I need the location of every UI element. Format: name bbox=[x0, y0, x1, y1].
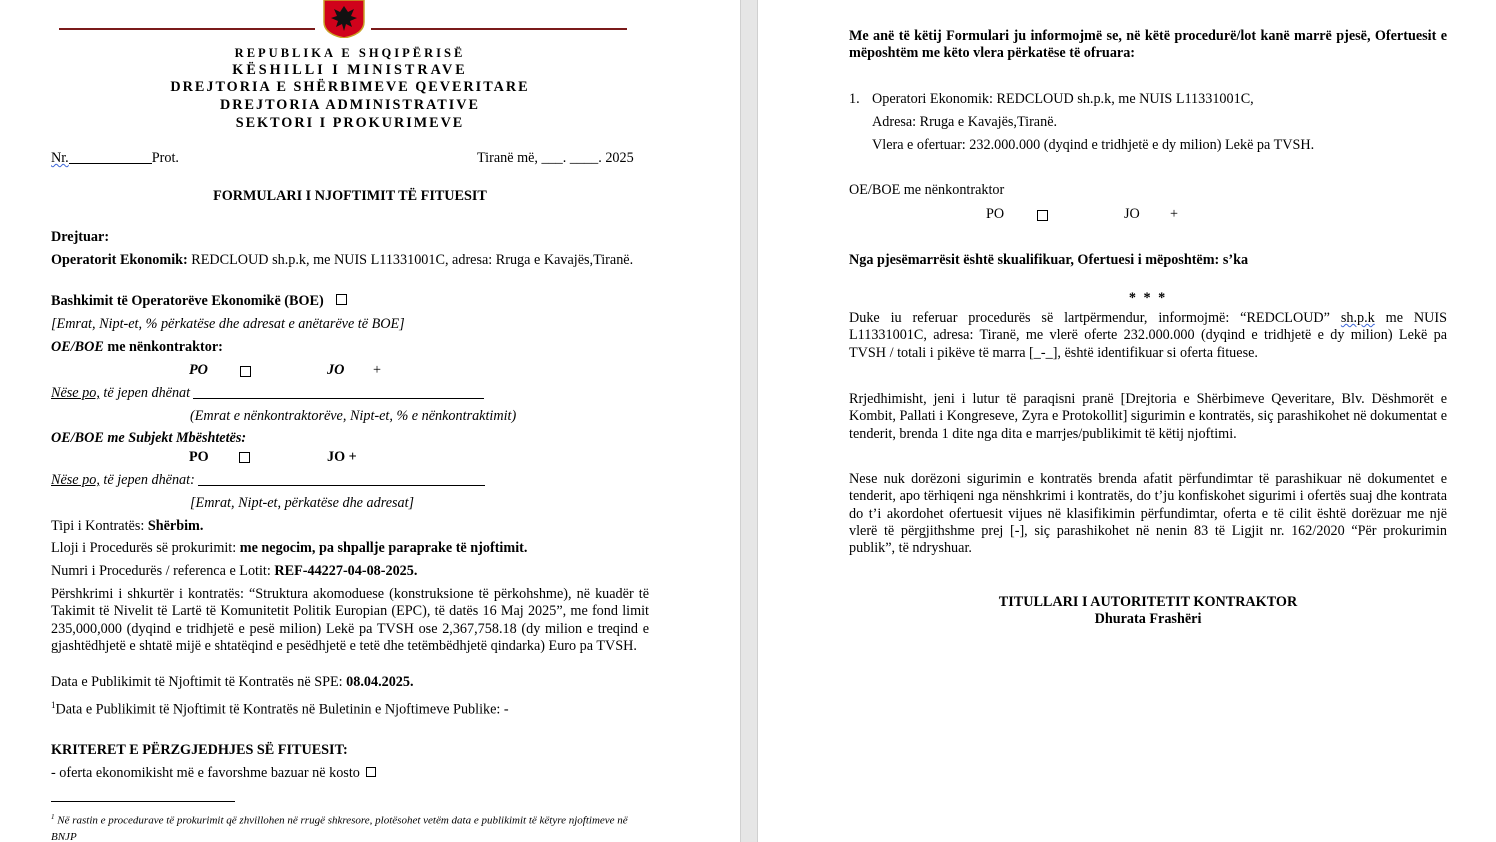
header-drejtoria-sherbimeve: DREJTORIA E SHËRBIMEVE QEVERITARE bbox=[170, 79, 530, 95]
header-rule-left bbox=[59, 28, 315, 30]
emrat-subjekt: [Emrat, Nipt-et, përkatëse dhe adresat] bbox=[190, 495, 415, 511]
subjekt-label: OE/BOE me Subjekt Mbështetës: bbox=[51, 430, 247, 446]
bashkimit-label: Bashkimit të Operatorëve Ekonomikë (BOE) bbox=[51, 293, 324, 309]
jo-label: JO bbox=[327, 362, 345, 378]
data-spe-value: 08.04.2025. bbox=[346, 674, 414, 690]
header-rule-right bbox=[371, 28, 627, 30]
tipi-value: Shërbim. bbox=[147, 518, 204, 534]
duke-text-a: Duke iu referuar procedurës së lartpërmendur, informojmë: “REDCLOUD” bbox=[849, 310, 1341, 326]
nr-blank bbox=[69, 150, 152, 164]
emrat-nenkontraktor: (Emrat e nënkontraktorëve, Nipt-et, % e nënkontraktimit) bbox=[190, 408, 517, 424]
tipi-label: Tipi i Kontratës: bbox=[51, 518, 148, 534]
lloji-label: Lloji i Procedurës së prokurimit: bbox=[51, 540, 240, 556]
oe-boe-text: OE/BOE bbox=[51, 339, 104, 355]
po2-checkbox[interactable] bbox=[239, 452, 250, 463]
emrat-boe: [Emrat, Nipt-et, % përkatëse dhe adresat e anëtarëve të BOE] bbox=[51, 316, 405, 332]
data-spe-label: Data e Publikimit të Njoftimit të Kontratës në SPE: bbox=[51, 674, 347, 690]
document-page-left bbox=[0, 0, 740, 842]
footnote-text: Në rastin e procedurave të prokurimit që zhvillohen në rrugë shkresore, plotësohet vetëm data e publikimit të këtyre njoftimeve në BNJP bbox=[51, 814, 628, 842]
right-po-label: PO bbox=[986, 206, 1005, 222]
tipi-row bbox=[51, 518, 203, 535]
header-republika: REPUBLIKA E SHQIPËRISË bbox=[234, 46, 466, 60]
prot-label: Prot. bbox=[151, 150, 179, 166]
data-buletin-row bbox=[51, 697, 509, 719]
oe-boe-nenkontraktor: OE/BOE me nënkontraktor bbox=[849, 182, 1005, 198]
boe-checkbox[interactable] bbox=[336, 294, 347, 305]
operatorit-paragraph bbox=[51, 252, 649, 269]
item-number: 1. bbox=[849, 91, 860, 107]
coat-of-arms-icon bbox=[321, 0, 367, 38]
te-jepen2-text: të jepen dhënat: bbox=[99, 472, 195, 488]
drejtuar-label: Drejtuar: bbox=[51, 229, 110, 245]
footnote-separator bbox=[51, 801, 235, 802]
duke-paragraph bbox=[849, 310, 1447, 362]
nese-po-text: Nëse po, bbox=[51, 385, 100, 401]
numri-row bbox=[51, 563, 417, 580]
oferta-ekon-row bbox=[51, 765, 376, 782]
header-sektori: SEKTORI I PROKURIMEVE bbox=[235, 115, 465, 131]
po-checkbox[interactable] bbox=[240, 366, 251, 377]
nenkontraktor-blank[interactable] bbox=[193, 385, 484, 399]
kosto-checkbox[interactable] bbox=[366, 767, 376, 777]
footnote-number: 1 bbox=[51, 813, 55, 821]
right-po-checkbox[interactable] bbox=[1037, 210, 1048, 221]
nese-paragraph: Nese nuk dorëzoni sigurimin e kontratës brenda afatit përfundimtar të parashikuar në dokumentet e tenderit, apo tërhiqeni nga nënshkrimi i kontratës, do t’ju konfiskohet sigurimi i ofertës suaj dhe kontrata do t’i akordohet ofertuesit vijues në klasifikimin përfundimtar, oferta e të cilit është dorëzuar me një vlerë të përgjithshme prej [-], siç parashikohet në nenin 83 të Ligjit nr. 162/2020 “Për prokurimin publik”, të ndryshuar. bbox=[849, 471, 1447, 557]
jo2-label: JO + bbox=[327, 449, 357, 465]
lloji-value: me negocim, pa shpallje paraprake të njoftimit. bbox=[239, 540, 528, 556]
po-label: PO bbox=[189, 362, 208, 378]
page-gutter bbox=[740, 0, 758, 842]
right-jo-plus: + bbox=[1170, 206, 1179, 222]
footnote-reference[interactable]: 1 bbox=[51, 700, 56, 710]
kriteret-heading: KRITERET E PËRZGJEDHJES SË FITUESIT: bbox=[51, 742, 348, 758]
operatorit-value: REDCLOUD sh.p.k, me NUIS L11331001C, adresa: Rruga e Kavajës,Tiranë. bbox=[187, 252, 634, 268]
oferta-ekon-text: - oferta ekonomikisht më e favorshme bazuar në kosto bbox=[51, 765, 360, 781]
subjekt-blank[interactable] bbox=[198, 472, 485, 486]
te-jepen-text: të jepen dhënat bbox=[99, 385, 191, 401]
titullari-heading: TITULLARI I AUTORITETIT KONTRAKTOR bbox=[998, 594, 1298, 610]
duke-shpk: sh.p.k bbox=[1340, 310, 1375, 326]
intro-paragraph: Me anë të këtij Formulari ju informojmë se, në këtë procedurë/lot kanë marrë pjesë, Ofertuesit e mëposhtëm me këto vlera përkatëse të ofruara: bbox=[849, 28, 1447, 62]
data-spe-row bbox=[51, 674, 414, 691]
lloji-row bbox=[51, 540, 527, 557]
numri-value: REF-44227-04-08-2025. bbox=[274, 563, 418, 579]
jo-plus: + bbox=[373, 362, 382, 378]
right-jo-label: JO bbox=[1124, 206, 1140, 222]
duke-text-b: me NUIS L11331001C, adresa: Tiranë, me vlerë oferte 232.000.000 (dyqind e tridhjetë e dy milion) Lekë pa TVSH / totali i pikëve të marra [_-_], është identifikuar si oferta fituese. bbox=[849, 310, 1447, 361]
ref-number bbox=[51, 150, 179, 167]
document-page-right bbox=[758, 0, 1496, 842]
rrjedhimisht-paragraph: Rrjedhimisht, jeni i lutur të paraqisni pranë [Drejtoria e Shërbimeve Qeveritare, Blv. Dëshmorët e Kombit, Pallati i Kongreseve, Zyra e Protokollit] sigurimin e kontratës, siç parashikohet në dokumentat e tenderit, brenda 1 dite nga dita e marrjes/publikimit të këtij njoftimi. bbox=[849, 391, 1447, 442]
bashkimit-row bbox=[51, 293, 347, 310]
nr-label: Nr. bbox=[51, 150, 69, 166]
nese-po2-row bbox=[51, 472, 485, 489]
item-vlera: Vlera e ofertuar: 232.000.000 (dyqind e tridhjetë e dy milion) Lekë pa TVSH. bbox=[872, 137, 1315, 153]
form-title: FORMULARI I NJOFTIMIT TË FITUESIT bbox=[213, 188, 487, 204]
nese-po2-text: Nëse po, bbox=[51, 472, 100, 488]
item-operator: Operatori Ekonomik: REDCLOUD sh.p.k, me NUIS L11331001C, bbox=[872, 91, 1254, 107]
separator-stars: * * * bbox=[1128, 290, 1168, 306]
po2-label: PO bbox=[189, 449, 209, 465]
nese-po-row bbox=[51, 385, 484, 402]
numri-label: Numri i Procedurës / referenca e Lotit: bbox=[51, 563, 275, 579]
item-adresa: Adresa: Rruga e Kavajës,Tiranë. bbox=[872, 114, 1058, 130]
header-keshilli: KËSHILLI I MINISTRAVE bbox=[232, 62, 468, 78]
signatory-name: Dhurata Frashëri bbox=[1094, 611, 1202, 627]
me-nenkontraktor-text: me nënkontraktor: bbox=[103, 339, 223, 355]
data-buletin-text: Data e Publikimit të Njoftimit të Kontratës në Buletinin e Njoftimeve Publike: - bbox=[55, 701, 509, 718]
skualifikuar-line: Nga pjesëmarrësit është skualifikuar, Ofertuesi i mëposhtëm: s’ka bbox=[849, 252, 1249, 268]
nenkontraktor-label bbox=[51, 339, 223, 356]
operatorit-label: Operatorit Ekonomik: bbox=[51, 252, 188, 268]
ref-date: Tiranë më, ___. ____. 2025 bbox=[477, 150, 634, 166]
header-drejtoria-admin: DREJTORIA ADMINISTRATIVE bbox=[220, 97, 480, 113]
pershkrimi-paragraph: Përshkrimi i shkurtër i kontratës: “Struktura akomoduese (konstruksione të përkohshme), në kuadër të Takimit të Nivelit të Lartë të Komunitetit Politik Europian (EPC), të datës 16 Maj 2025”, me fond limit 235,000,000 (dyqind e tridhjetë e pesë milion) Lekë pa TVSH ose 2,367,758.18 (dy milion e treqind e gjashtëdhjetë e shtatë mijë e shtatëqind e pesëdhjetë e tetë dhe tetëmbëdhjetë qindarka) Euro pa TVSH. bbox=[51, 586, 649, 654]
footnote bbox=[51, 809, 631, 842]
